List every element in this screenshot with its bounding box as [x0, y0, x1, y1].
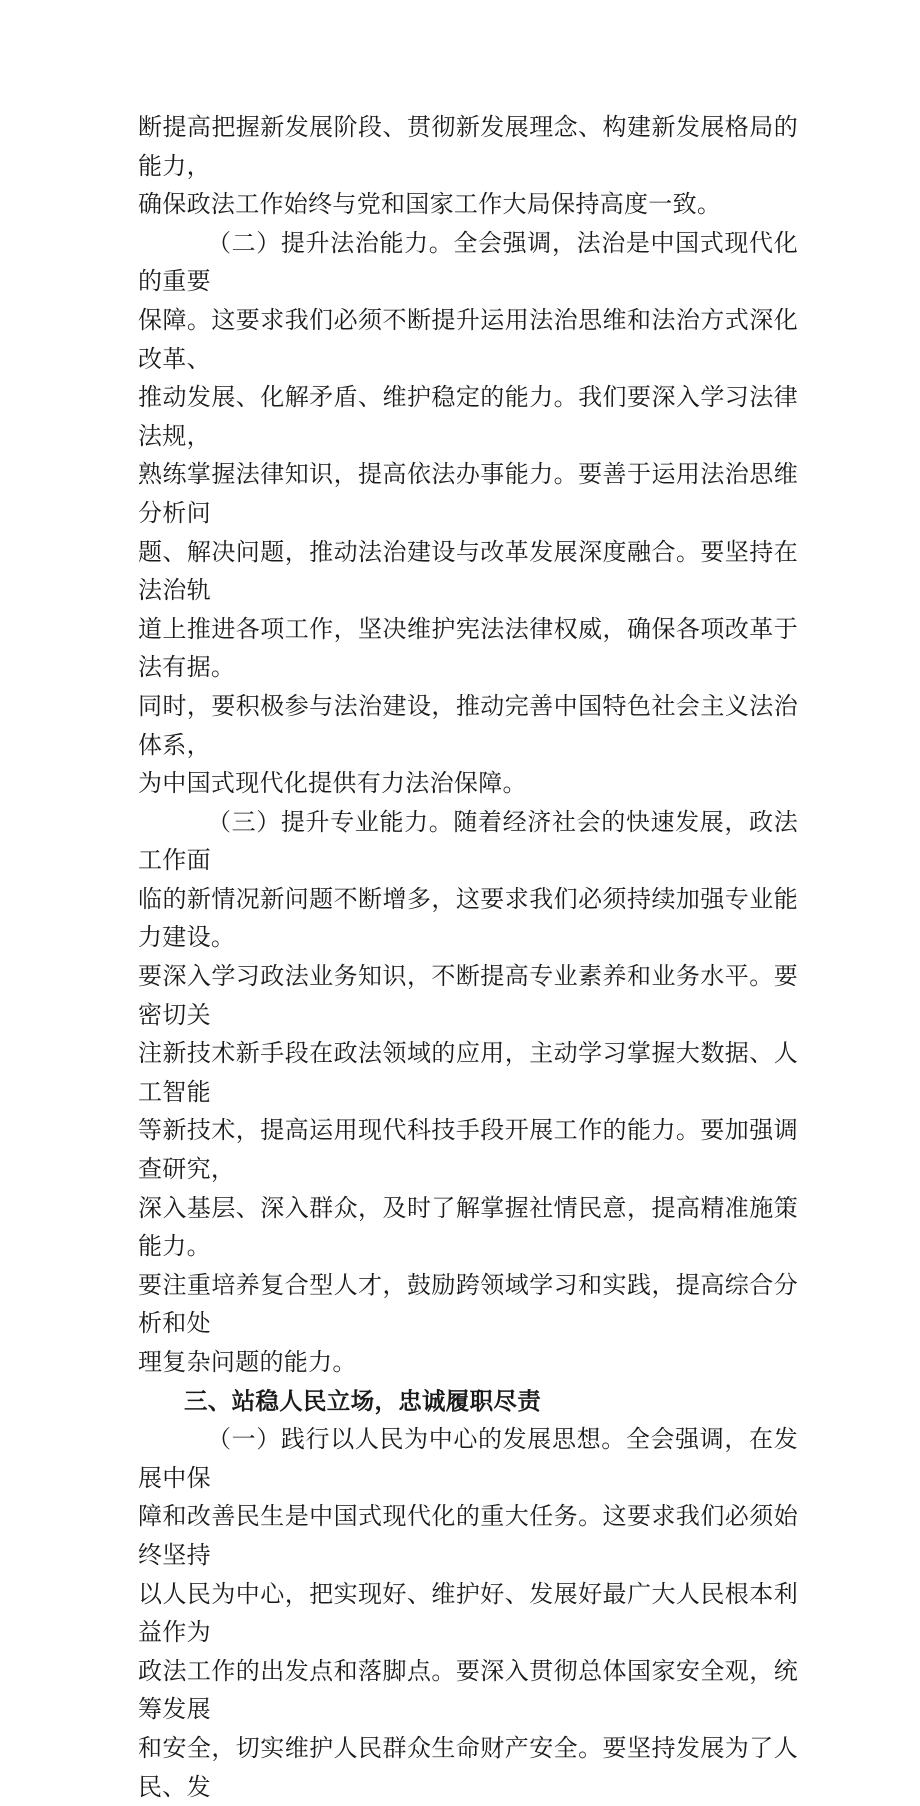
line: 同时，要积极参与法治建设，推动完善中国特色社会主义法治体系， — [138, 691, 798, 759]
line: 确保政法工作始终与党和国家工作大局保持高度一致。 — [138, 190, 722, 219]
line: 临的新情况新问题不断增多，这要求我们必须持续加强专业能力建设。 — [138, 884, 798, 952]
line: 以人民为中心，把实现好、维护好、发展好最广大人民根本利益作为 — [138, 1579, 798, 1647]
line: 道上推进各项工作，坚决维护宪法法律权威，确保各项改革于法有据。 — [138, 614, 798, 682]
line: 深入基层、深入群众，及时了解掌握社情民意，提高精准施策能力。 — [138, 1193, 798, 1261]
line: （三）提升专业能力。随着经济社会的快速发展，政法工作面 — [138, 807, 798, 875]
line: 注新技术新手段在政法领域的应用，主动学习掌握大数据、人工智能 — [138, 1039, 798, 1106]
section-heading: 三、站稳人民立场，忠诚履职尽责 — [184, 1386, 541, 1415]
line: 要注重培养复合型人才，鼓励跨领域学习和实践，提高综合分析和处 — [138, 1270, 798, 1338]
line: 推动发展、化解矛盾、维护稳定的能力。我们要深入学习法律法规， — [138, 383, 798, 450]
line: 要深入学习政法业务知识，不断提高专业素养和业务水平。要密切关 — [138, 962, 798, 1029]
line: 障和改善民生是中国式现代化的重大任务。这要求我们必须始终坚持 — [138, 1502, 798, 1569]
line: （二）提升法治能力。全会强调，法治是中国式现代化的重要 — [138, 228, 798, 296]
line: 为中国式现代化提供有力法治保障。 — [138, 769, 527, 798]
line: 保障。这要求我们必须不断提升运用法治思维和法治方式深化改革、 — [138, 305, 798, 373]
paragraph-continuation — [138, 108, 798, 224]
paragraph-section-3-1 — [138, 1420, 798, 1806]
paragraph-section-2-2 — [138, 224, 798, 803]
line: （一）践行以人民为中心的发展思想。全会强调，在发展中保 — [138, 1425, 798, 1492]
document-body — [138, 108, 798, 1806]
line: 题、解决问题，推动法治建设与改革发展深度融合。要坚持在法治轨 — [138, 537, 798, 605]
paragraph-section-2-3 — [138, 803, 798, 1382]
line: 理复杂问题的能力。 — [138, 1348, 357, 1376]
line: 政法工作的出发点和落脚点。要深入贯彻总体国家安全观，统筹发展 — [138, 1656, 798, 1724]
line: 断提高把握新发展阶段、贯彻新发展理念、构建新发展格局的能力， — [138, 113, 798, 180]
line: 等新技术，提高运用现代科技手段开展工作的能力。要加强调查研究， — [138, 1116, 798, 1184]
line: 和安全，切实维护人民群众生命财产安全。要坚持发展为了人民、发 — [138, 1733, 798, 1801]
line: 熟练掌握法律知识，提高依法办事能力。要善于运用法治思维分析问 — [138, 460, 798, 527]
